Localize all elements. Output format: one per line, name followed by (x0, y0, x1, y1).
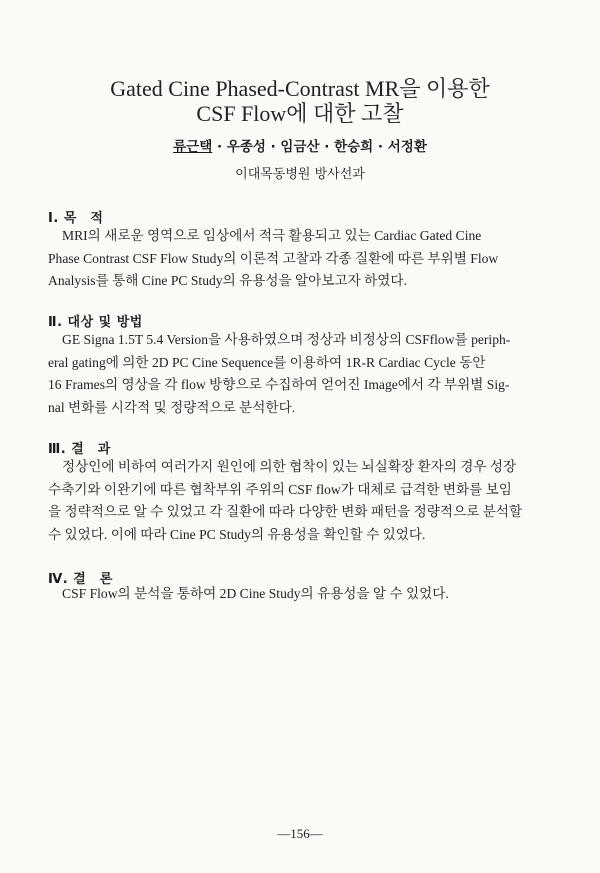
section-body-results (48, 456, 550, 546)
body-line: CSF Flow의 분석을 통하여 2D Cine Study의 유용성을 알 수 있었다. (62, 586, 449, 601)
body-line: 수축기와 이완기에 따른 협착부위 주위의 CSF flow가 대체로 급격한 변화를 보임 (48, 481, 512, 497)
affiliation: 이대목동병원 방사선과 (235, 167, 365, 182)
section-body-methods (48, 329, 550, 419)
section-body-conclusion (48, 583, 550, 606)
co-authors: · 우종성 · 임금산 · 한승희 · 서정환 (212, 139, 427, 155)
body-line: 수 있었다. 이에 따라 Cine PC Study의 유용성을 확인할 수 있었다. (48, 526, 426, 542)
body-line: MRI의 새로운 영역으로 임상에서 적극 활용되고 있는 Cardiac Gated Cine (62, 228, 482, 243)
title-line-1: Gated Cine Phased-Contrast MR을 이용한 (110, 76, 490, 101)
author-list (40, 135, 560, 155)
first-author: 류근택 (173, 139, 213, 155)
body-line: nal 변화를 시각적 및 정량적으로 분석한다. (48, 399, 296, 415)
body-line: Analysis를 통해 Cine PC Study의 유용성을 알아보고자 하였다. (48, 273, 407, 288)
title-line-2: CSF Flow에 대한 고찰 (196, 101, 404, 126)
body-line: GE Signa 1.5T 5.4 Version을 사용하였으며 정상과 비정상의 CSFflow를 periph- (62, 332, 511, 347)
section-heading-purpose: Ⅰ. 목 적 (48, 211, 104, 226)
section-body-purpose (48, 225, 550, 293)
body-line: 을 정략적으로 알 수 있었고 각 질환에 따라 다양한 변화 패턴을 정량적으로 분석할 (48, 504, 523, 519)
body-line: 정상인에 비하여 여러가지 원인에 의한 협착이 있는 뇌실확장 환자의 경우 성장 (62, 459, 517, 474)
page-number: —156— (277, 826, 323, 841)
section-heading-conclusion: Ⅳ. 결 론 (48, 572, 113, 587)
body-line: eral gating에 의한 2D PC Cine Sequence를 이용하여 1R-R Cardiac Cycle 동안 (48, 354, 486, 370)
body-line: 16 Frames의 영상을 각 flow 방향으로 수집하여 얻어진 Image에서 각 부위별 Sig- (48, 377, 510, 392)
section-heading-results: Ⅲ. 결 과 (48, 442, 111, 457)
body-line: Phase Contrast CSF Flow Study의 이론적 고찰과 각종 질환에 따른 부위별 Flow (48, 250, 499, 266)
paper-title (40, 76, 560, 126)
section-heading-methods: Ⅱ. 대상 및 방법 (48, 315, 143, 330)
